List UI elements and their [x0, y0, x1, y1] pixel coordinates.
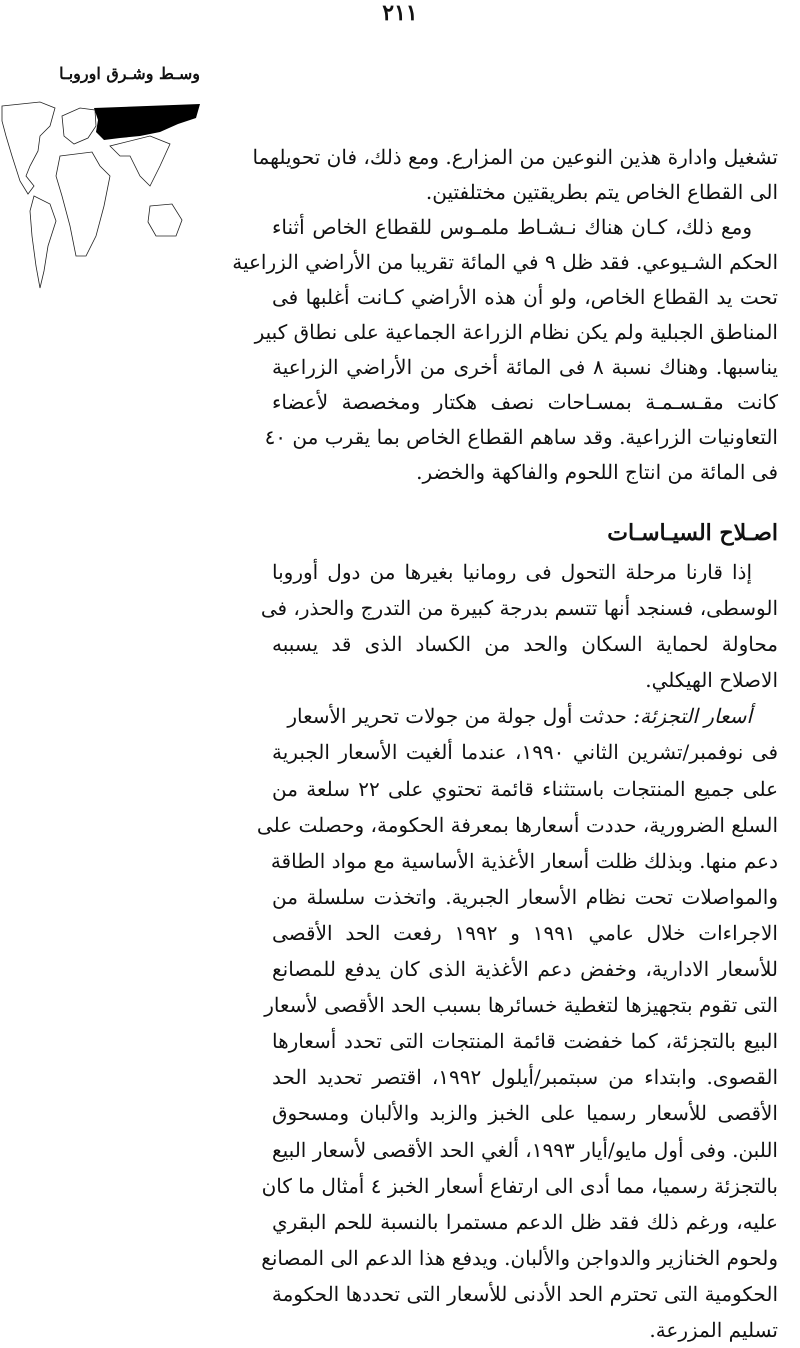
map-caption: وسـط وشـرق اوروبـا	[59, 64, 200, 83]
italic-subheading: أسعار التجزئة:	[626, 704, 752, 729]
text-line: اللبن. وفى أول مايو/أيار ١٩٩٣، ألغي الحد الأقصى لأسعار البيع	[272, 1137, 778, 1162]
africa-outline	[56, 152, 110, 256]
europe-outline	[62, 108, 96, 144]
text-line: الاصلاح الهيكلي.	[645, 668, 778, 693]
text-line: التعاونيات الزراعية. وقد ساهم القطاع الخاص بما يقرب من ٤٠	[264, 425, 778, 449]
text-line: الأقصى للأسعار رسميا على الخبز والزبد والألبان ومسحوق	[272, 1101, 778, 1126]
text-line: إذا قارنا مرحلة التحول فى رومانيا بغيرها من دول أوروبا	[272, 560, 752, 584]
text-line: يناسبها. وهناك نسبة ٨ فى المائة أخرى من الأراضي الزراعية	[272, 355, 778, 379]
highlighted-region	[94, 104, 200, 140]
text-line: بالتجزئة رسميا، مما أدى الى ارتفاع أسعار الخبز ٤ أمثال ما كان	[261, 1173, 778, 1198]
text-line: ولحوم الخنازير والدواجن والألبان. ويدفع هذا الدعم الى المصانع	[261, 1245, 778, 1270]
text-line	[272, 698, 778, 734]
text-line: تحت يد القطاع الخاص، ولو أن هذه الأراضي كـانت أغلبها فى	[272, 285, 778, 309]
text-line: الاجراءات خلال عامي ١٩٩١ و ١٩٩٢ رفعت الحد الأقصى	[272, 920, 778, 945]
text-line: التى تقوم بتجهيزها لتغطية خسائرها بسبب الحد الأقصى لأسعار	[264, 993, 778, 1018]
text-span: حدثت أول جولة من جولات تحرير الأسعار	[287, 704, 627, 729]
text-line: تسليم المزرعة.	[649, 1317, 778, 1342]
paragraph-block-1	[232, 140, 778, 490]
text-line: الحكومية التى تحترم الحد الأدنى للأسعار التى تحددها الحكومة	[271, 1281, 778, 1306]
text-line: ومع ذلك، كـان هناك نـشـاط ملمـوس للقطاع الخاص أثناء	[272, 215, 752, 239]
text-line: البيع بالتجزئة، كما خفضت قائمة المنتجات التى تحدد أسعارها	[272, 1029, 778, 1054]
text-line: فى نوفمبر/تشرين الثاني ١٩٩٠، عندما ألغيت الأسعار الجبرية	[272, 740, 779, 765]
paragraph-block-2	[256, 554, 779, 1348]
text-line: محاولة لحماية السكان والحد من الكساد الذى قد يسببه	[272, 632, 778, 657]
text-line: كانت مقـسـمـة بمسـاحات نصف هكتار ومخصصة لأعضاء	[272, 390, 778, 414]
text-line: الحكم الشـيوعي. فقد ظل ٩ في المائة تقريبا من الأراضي الزراعية	[232, 250, 778, 274]
text-line: الوسطى، فسنجد أنها تتسم بدرجة كبيرة من التدرج والحذر، فى	[260, 596, 778, 621]
text-line: والمواصلات تحت نظام الأسعار الجبرية. واتخذت سلسلة من	[272, 884, 778, 909]
north-america-outline	[2, 102, 55, 194]
page-number: ٢١١	[382, 0, 418, 26]
section-heading: اصـلاح السيـاسـات	[607, 520, 778, 546]
text-line: فى المائة من انتاج اللحوم والفاكهة والخضر.	[416, 460, 778, 484]
south-america-outline	[30, 196, 56, 288]
asia-outline	[110, 136, 170, 186]
text-line: على جميع المنتجات باستثناء قائمة تحتوي على ٢٢ سلعة من	[272, 776, 779, 801]
world-map-figure	[0, 96, 200, 346]
text-line: دعم منها. وبذلك ظلت أسعار الأغذية الأساسية مع مواد الطاقة	[270, 848, 778, 873]
text-line: السلع الضرورية، حددت أسعارها بمعرفة الحكومة، وحصلت على	[256, 812, 778, 837]
text-line: المناطق الجبلية ولم يكن نظام الزراعة الجماعية على نطاق كبير	[254, 320, 778, 344]
text-line: الى القطاع الخاص يتم بطريقتين مختلفتين.	[425, 180, 778, 204]
text-line: القصوى. وابتداء من سبتمبر/أيلول ١٩٩٢، اقتصر تحديد الحد	[272, 1065, 779, 1090]
text-line: تشغيل وادارة هذين النوعين من المزارع. ومع ذلك، فان تحويلهما	[252, 145, 778, 169]
australia-outline	[148, 204, 182, 236]
text-line: للأسعار الادارية، وخفض دعم الأغذية الذى كان يدفع للمصانع	[272, 957, 778, 982]
text-line: عليه، ورغم ذلك فقد ظل الدعم مستمرا بالنسبة للحم البقري	[272, 1209, 778, 1234]
